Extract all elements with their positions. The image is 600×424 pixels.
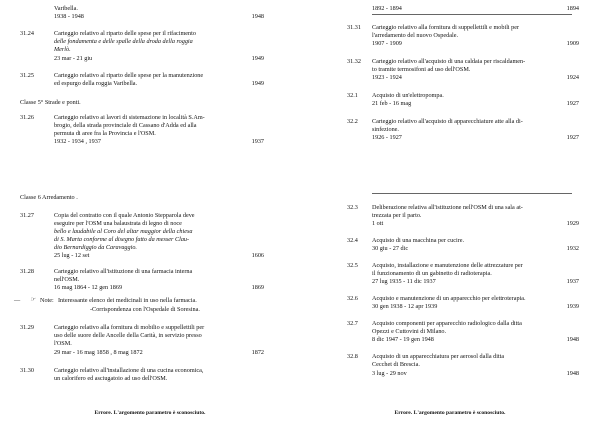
- entry-code: 32.8: [347, 353, 358, 360]
- entry-code: 32.7: [347, 320, 358, 327]
- entry-code: 31.26: [20, 114, 34, 121]
- entry-text-italic: dio Bernardiggio da Caravaggio.: [54, 244, 137, 251]
- entry-text: Carteggio relativo all'installazione di una cucina economica,: [54, 367, 204, 374]
- entry-text: eseguire per l'OSM una balaustrata di legno di noce: [54, 220, 182, 227]
- entry-year: 1894: [566, 5, 579, 12]
- class-heading: Classe 5° Strade e ponti.: [20, 99, 81, 106]
- note-text: Interessante elenco dei medicinali in uso nella farmacia.: [58, 297, 197, 304]
- entry-code: 32.3: [347, 204, 358, 211]
- entry-text: trezzata per il parto.: [372, 212, 422, 219]
- entry-year: 1948: [251, 13, 264, 20]
- entry-text: nell'OSM.: [54, 276, 80, 283]
- entry-date: 30 gen 1938 - 12 apr 1939: [372, 303, 438, 310]
- entry-text: un calorifero ed asciugatoio ad uso dell'OSM.: [54, 375, 168, 382]
- entry-code: 31.29: [20, 324, 34, 331]
- entry-code: 31.28: [20, 268, 34, 275]
- entry-text: Carteggio relativo al riparto delle spese per la manutenzione: [54, 72, 204, 79]
- entry-code: 31.24: [20, 30, 34, 37]
- page-footer: Errore. L'argomento parametro è sconosciuto.: [394, 410, 506, 416]
- entry-date: 1 ott: [372, 220, 384, 227]
- entry-year: 1929: [566, 220, 579, 227]
- entry-text: Opezzi e Cuttovini di Milano.: [372, 328, 447, 335]
- entry-date: 25 lug - 12 set: [54, 252, 90, 259]
- note-text: -Corrispondenza con l'Ospedale di Soresina.: [90, 306, 200, 313]
- entry-year: 1939: [566, 303, 579, 310]
- entry-text: Acquisto componenti per apparecchio radiologico dalla ditta: [372, 320, 522, 327]
- entry-year: 1606: [251, 252, 264, 259]
- entry-text: Acquisto di un apparecchiatura per aerosol dalla ditta: [372, 353, 505, 360]
- note-label: Note:: [40, 297, 54, 304]
- entry-year: 1932: [566, 245, 579, 252]
- entry-year: 1927: [566, 134, 579, 141]
- page-footer: Errore. L'argomento parametro è sconosciuto.: [94, 410, 206, 416]
- entry-text: Carteggio relativo al riparto delle spese per il rifacimento: [54, 30, 196, 37]
- entry-date: 1938 - 1948: [54, 13, 84, 20]
- entry-text: ed espurgo della roggia Varibella.: [54, 80, 138, 87]
- entry-text: Varibella.: [54, 5, 78, 12]
- entry-text: il funzionamento di un gabinetto di radioterapia.: [372, 270, 492, 277]
- entry-date: 1892 - 1894: [372, 5, 402, 12]
- divider: [372, 193, 572, 194]
- entry-date: 1923 - 1924: [372, 74, 402, 81]
- note-dash: —: [14, 297, 21, 304]
- entry-year: 1937: [566, 278, 579, 285]
- entry-code: 32.6: [347, 295, 358, 302]
- entry-date: 30 giu - 27 dic: [372, 245, 409, 252]
- entry-text: Carteggio relativo all'acquisto di una caldaia per riscaldamen-: [372, 58, 526, 65]
- entry-text: brogio, della strada provinciale di Cassano d'Adda ed alla: [54, 122, 197, 129]
- entry-text: Deliberazione relativa all'istituzione nell'OSM di una sala at-: [372, 204, 523, 211]
- entry-text: l'arredamento del nuovo Ospedale.: [372, 32, 458, 39]
- entry-code: 31.30: [20, 367, 34, 374]
- entry-year: 1927: [566, 100, 579, 107]
- entry-code: 31.27: [20, 212, 34, 219]
- hand-pointer-icon: ☞: [30, 296, 36, 303]
- entry-text: Acquisto, installazione e manutenzione delle attrezzature per: [372, 262, 523, 269]
- entry-text: uso delle suore delle Ancelle della Carità, in servizio presso: [54, 332, 202, 339]
- entry-date: 29 mar - 16 mag 1858 , 8 mag 1872: [54, 349, 143, 356]
- entry-text: Cecchet di Brescia.: [372, 361, 420, 368]
- entry-date: 21 feb - 16 mag: [372, 100, 412, 107]
- entry-text-italic: delle fondamenta e delle spalle della droda della roggia: [54, 38, 193, 45]
- entry-text: permuta di aree fra la Provincia e l'OSM.: [54, 130, 156, 137]
- entry-code: 32.4: [347, 237, 358, 244]
- entry-date: 1932 - 1934 , 1937: [54, 138, 101, 145]
- entry-date: 27 lug 1935 - 11 dic 1937: [372, 278, 436, 285]
- entry-code: 32.2: [347, 118, 358, 125]
- entry-year: 1949: [251, 80, 264, 87]
- entry-text: Carteggio relativo all'istituzione di una farmacia interna: [54, 268, 193, 275]
- entry-year: 1949: [251, 55, 264, 62]
- right-page: [300, 0, 600, 424]
- entry-date: 16 mag 1864 - 12 gen 1869: [54, 284, 123, 291]
- entry-year: 1937: [251, 138, 264, 145]
- entry-date: 3 lug - 29 nov: [372, 370, 407, 377]
- entry-year: 1924: [566, 74, 579, 81]
- entry-text: Carteggio relativo ai lavori di sistemazione in località S.Am-: [54, 114, 205, 121]
- entry-year: 1872: [251, 349, 264, 356]
- entry-year: 1948: [566, 370, 579, 377]
- entry-text-italic: Merlò.: [54, 46, 71, 53]
- entry-text: Carteggio relativo alla fornitura di mobilio e suppellettili per: [54, 324, 205, 331]
- entry-code: 32.1: [347, 92, 358, 99]
- entry-text-italic: di S. Marta conforme al disegno fatto da messer Clau-: [54, 236, 190, 243]
- entry-text: Acquisto di un'elettropompa.: [372, 92, 444, 99]
- entry-text: to tramite termosifoni ad uso dell'OSM.: [372, 66, 471, 73]
- entry-text: Acquisto di una macchina per cucire.: [372, 237, 465, 244]
- entry-code: 31.32: [347, 58, 361, 65]
- entry-year: 1909: [566, 40, 579, 47]
- entry-date: 1926 - 1927: [372, 134, 402, 141]
- entry-year: 1869: [251, 284, 264, 291]
- entry-code: 31.25: [20, 72, 34, 79]
- entry-text: sinfezione.: [372, 126, 399, 133]
- entry-text: Copia del contratto con il quale Antonio Stepparola deve: [54, 212, 195, 219]
- entry-code: 32.5: [347, 262, 358, 269]
- entry-year: 1948: [566, 336, 579, 343]
- class-heading: Classe 6 Arredamento .: [20, 194, 78, 201]
- entry-text-italic: bello e laudabile al Coro del altar maggior della chiesa: [54, 228, 193, 235]
- entry-date: 1907 - 1909: [372, 40, 402, 47]
- divider: [372, 14, 572, 15]
- entry-date: 8 dic 1947 - 19 gen 1948: [372, 336, 434, 343]
- entry-text: Acquisto e manutenzione di un apparecchio per elettroterapia.: [372, 295, 526, 302]
- entry-date: 23 mar - 21 giu: [54, 55, 93, 62]
- entry-text: l'OSM.: [54, 340, 72, 347]
- entry-code: 31.31: [347, 24, 361, 31]
- entry-text: Carteggio relativo alla fornitura di suppellettili e mobili per: [372, 24, 520, 31]
- entry-text: Carteggio relativo all'acquisto di apparecchiature atte alla di-: [372, 118, 523, 125]
